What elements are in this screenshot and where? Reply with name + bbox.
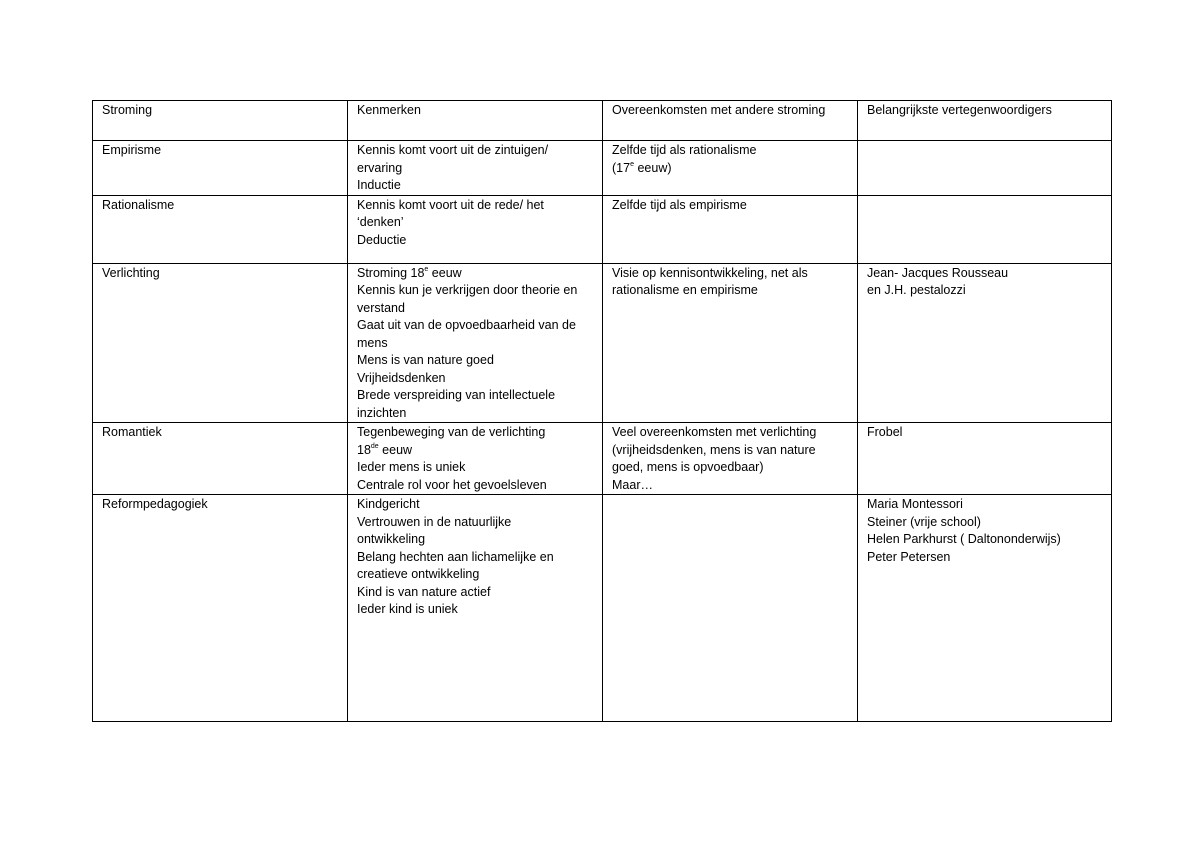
cell-line: inzichten — [357, 405, 407, 420]
cell-overeenkomsten — [603, 263, 858, 423]
cell-line: ervaring — [357, 160, 403, 175]
cell-line: Jean- Jacques Rousseau — [867, 265, 1009, 280]
cell-line: Stroming 18e eeuw — [357, 265, 462, 280]
cell-line: Inductie — [357, 178, 401, 192]
cell-line: ‘denken’ — [357, 215, 404, 229]
cell-overeenkomsten — [603, 423, 858, 495]
cell-stroming: Empirisme — [93, 141, 348, 196]
cell-overeenkomsten — [603, 495, 858, 722]
cell-line: mens — [357, 335, 388, 350]
table-row — [93, 495, 1112, 722]
ordinal-suffix: e — [424, 265, 429, 273]
cell-vertegenwoordigers — [858, 141, 1112, 196]
cell-line: Deductie — [357, 232, 407, 247]
cell-line: Kindgericht — [357, 497, 420, 511]
cell-kenmerken — [348, 423, 603, 495]
cell-line: (vrijheidsdenken, mens is van nature — [612, 442, 816, 457]
cell-line: Belang hechten aan lichamelijke en — [357, 549, 554, 564]
cell-kenmerken — [348, 495, 603, 722]
cell-line: Zelfde tijd als empirisme — [612, 197, 747, 212]
ordinal-suffix: de — [370, 442, 379, 450]
cell-line: ontwikkeling — [357, 532, 426, 546]
cell-line: Visie op kennisontwikkeling, net als — [612, 265, 808, 280]
cell-line: Kennis komt voort uit de rede/ het — [357, 197, 544, 212]
cell-line: Steiner (vrije school) — [867, 514, 981, 529]
cell-line: (17e eeuw) — [612, 160, 672, 175]
cell-line: Zelfde tijd als rationalisme — [612, 143, 757, 157]
cell-stroming: Romantiek — [93, 423, 348, 495]
cell-stroming: Verlichting — [93, 263, 348, 423]
cell-line: Maar… — [612, 477, 653, 492]
cell-line: Vertrouwen in de natuurlijke — [357, 514, 512, 529]
cell-line: verstand — [357, 300, 405, 315]
cell-line: Ieder kind is uniek — [357, 602, 458, 616]
header-kenmerken: Kenmerken — [348, 101, 603, 141]
cell-line: Vrijheidsdenken — [357, 370, 446, 385]
cell-kenmerken — [348, 195, 603, 263]
cell-kenmerken — [348, 263, 603, 423]
cell-stroming: Reformpedagogiek — [93, 495, 348, 722]
cell-line: Centrale rol voor het gevoelsleven — [357, 477, 547, 492]
cell-line: Veel overeenkomsten met verlichting — [612, 425, 817, 439]
cell-line: creatieve ontwikkeling — [357, 567, 480, 581]
cell-line: Peter Petersen — [867, 549, 951, 564]
cell-line: Frobel — [867, 425, 903, 439]
stromingen-table — [92, 100, 1112, 722]
cell-vertegenwoordigers — [858, 423, 1112, 495]
cell-overeenkomsten — [603, 195, 858, 263]
table-row — [93, 195, 1112, 263]
cell-line: Brede verspreiding van intellectuele — [357, 388, 556, 402]
table-header-row — [93, 101, 1112, 141]
header-vertegenwoordigers: Belangrijkste vertegenwoordigers — [858, 101, 1112, 141]
ordinal-suffix: e — [630, 160, 634, 168]
cell-vertegenwoordigers — [858, 263, 1112, 423]
cell-line: rationalisme en empirisme — [612, 283, 758, 297]
cell-kenmerken — [348, 141, 603, 196]
cell-line: Mens is van nature goed — [357, 353, 494, 367]
cell-vertegenwoordigers — [858, 495, 1112, 722]
cell-overeenkomsten — [603, 141, 858, 196]
cell-line: Kind is van nature actief — [357, 584, 491, 599]
cell-line: Kennis kun je verkrijgen door theorie en — [357, 283, 578, 297]
cell-stroming: Rationalisme — [93, 195, 348, 263]
table-row — [93, 423, 1112, 495]
cell-line: Gaat uit van de opvoedbaarheid van de — [357, 318, 576, 332]
table-row — [93, 141, 1112, 196]
cell-line: Helen Parkhurst ( Daltononderwijs) — [867, 532, 1061, 546]
cell-vertegenwoordigers — [858, 195, 1112, 263]
cell-line: Ieder mens is uniek — [357, 460, 466, 474]
cell-line: en J.H. pestalozzi — [867, 283, 966, 297]
header-stroming: Stroming — [93, 101, 348, 141]
cell-line: Tegenbeweging van de verlichting — [357, 425, 546, 439]
header-overeenkomsten: Overeenkomsten met andere stroming — [603, 101, 858, 141]
cell-line: Maria Montessori — [867, 497, 963, 511]
cell-line: Kennis komt voort uit de zintuigen/ — [357, 143, 549, 157]
cell-line: goed, mens is opvoedbaar) — [612, 460, 764, 474]
table-row — [93, 263, 1112, 423]
cell-line: 18de eeuw — [357, 442, 413, 457]
